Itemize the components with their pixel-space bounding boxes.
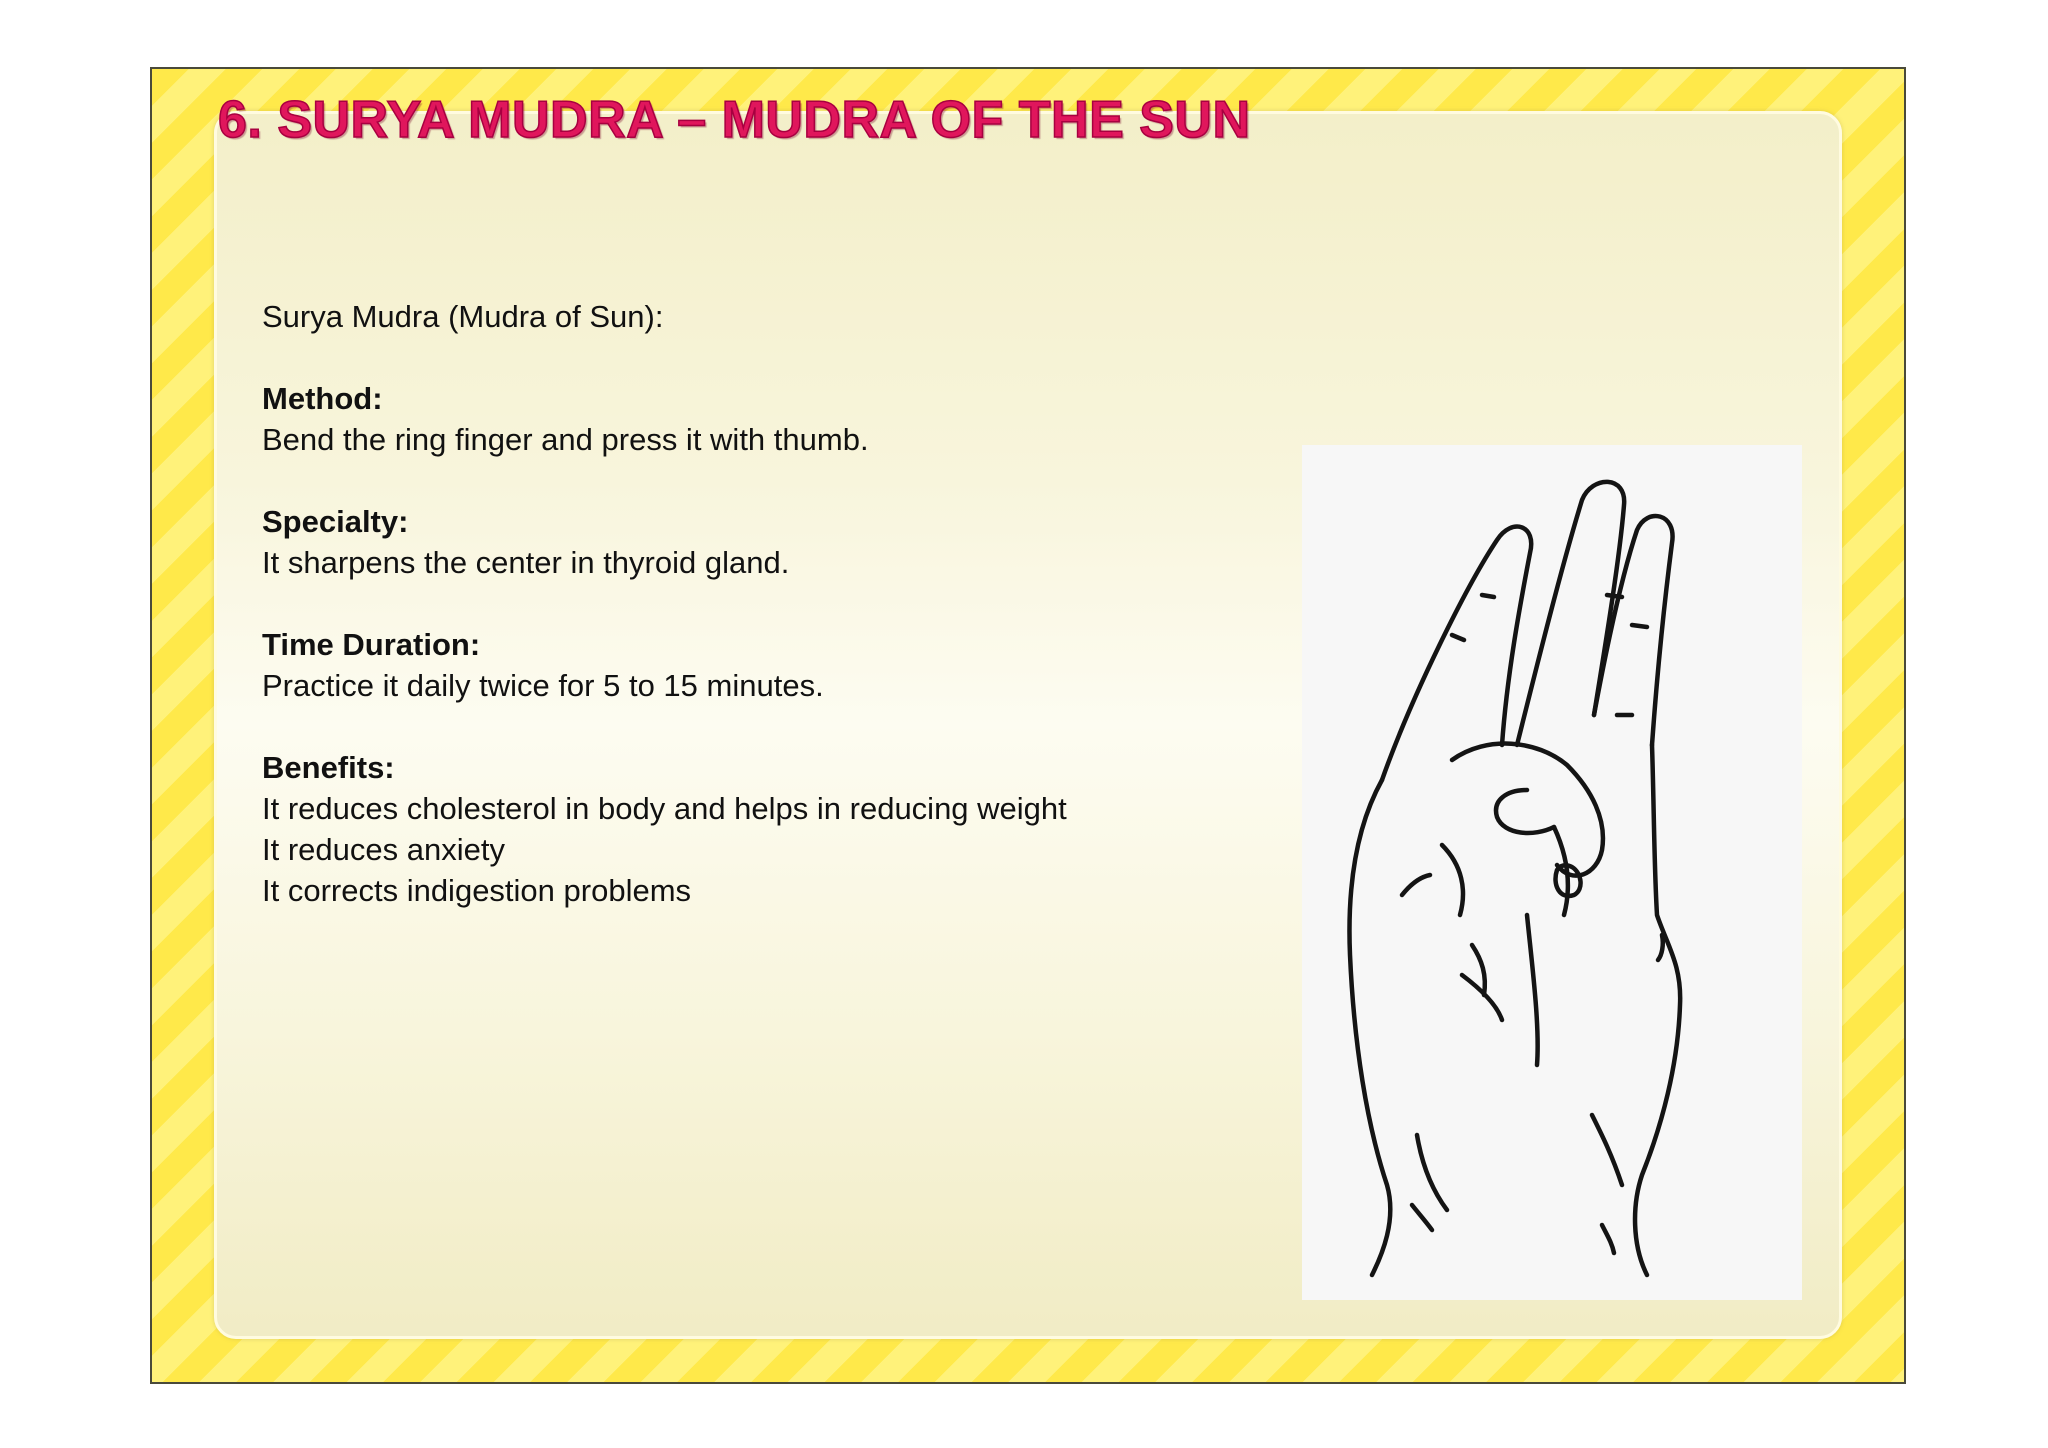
time-duration-text: Practice it daily twice for 5 to 15 minutes.: [262, 668, 824, 703]
specialty-heading: Specialty:: [262, 504, 409, 539]
slide-title: 6. SURYA MUDRA – MUDRA OF THE SUN: [218, 91, 1251, 149]
spacer: [262, 583, 1262, 624]
benefits-heading: Benefits:: [262, 750, 395, 785]
intro-line: Surya Mudra (Mudra of Sun):: [262, 299, 664, 334]
spacer: [262, 337, 1262, 378]
benefit-item: It reduces cholesterol in body and helps in reducing weight: [262, 791, 1067, 826]
method-text: Bend the ring finger and press it with thumb.: [262, 422, 869, 457]
benefit-item: It corrects indigestion problems: [262, 873, 692, 908]
spacer: [262, 706, 1262, 747]
time-duration-heading: Time Duration:: [262, 627, 481, 662]
method-heading: Method:: [262, 381, 383, 416]
hand-drawing-icon: [1302, 445, 1802, 1300]
slide-content: [262, 296, 1262, 911]
specialty-text: It sharpens the center in thyroid gland.: [262, 545, 790, 580]
surya-mudra-hand-illustration: [1302, 445, 1802, 1300]
benefit-item: It reduces anxiety: [262, 832, 505, 867]
spacer: [262, 460, 1262, 501]
